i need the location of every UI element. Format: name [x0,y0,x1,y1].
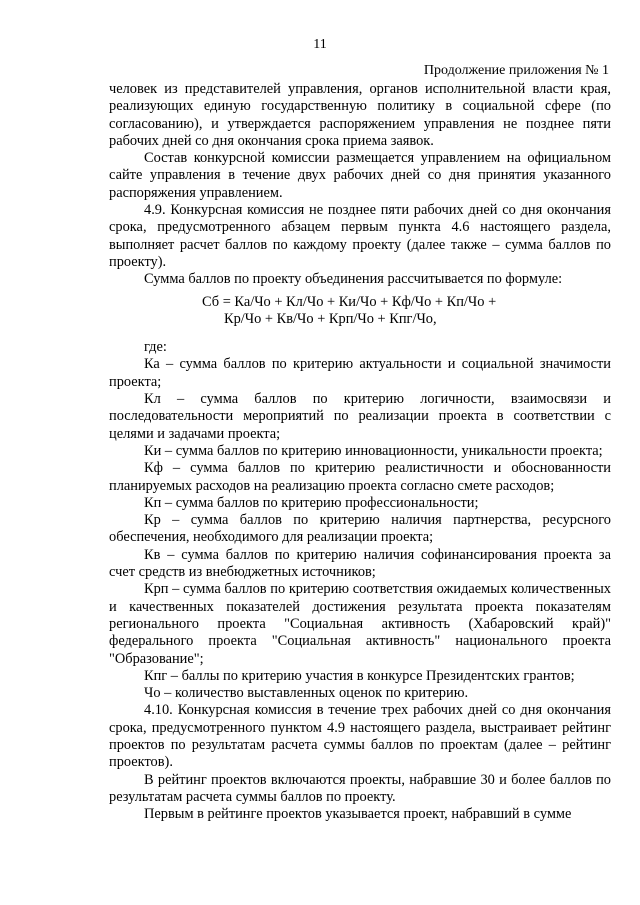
page-number: 11 [313,37,327,52]
definition: Кл – сумма баллов по критерию логичности, взаимосвязи и последовательности мероприятий по реализации проекта в соответствии с целями и задачами проекта; [109,391,611,442]
definition: Крп – сумма баллов по критерию соответствия ожидаемых количественных и качественных показателей достижения результата проекта показателям регионального проекта "Социальная активность (Хабаровский край)" федерального проекта "Социальная активность" национального проекта "Образование"; [109,581,611,667]
appendix-header: Продолжение приложения № 1 [423,63,609,78]
definition: Кв – сумма баллов по критерию наличия софинансирования проекта за счет средств из внебюджетных источников; [109,546,611,581]
document-body [109,81,611,823]
paragraph: человек из представителей управления, органов исполнительной власти края, реализующих единую государственную политику в социальной сфере (по согласованию), и утверждается распоряжением управления не позднее пяти рабочих дней со дня окончания срока приема заявок. [109,81,611,149]
definition: Ки – сумма баллов по критерию инновационности, уникальности проекта; [144,442,603,459]
definition: Ка – сумма баллов по критерию актуальности и социальной значимости проекта; [109,356,611,390]
paragraph: В рейтинг проектов включаются проекты, набравшие 30 и более баллов по результатам расчета суммы баллов по проекту. [109,771,611,805]
formula [109,294,611,329]
formula-line: Сб = Ка/Чо + Кл/Чо + Ки/Чо + Кф/Чо + Кп/Чо + [202,293,497,310]
paragraph: Сумма баллов по проекту объединения рассчитывается по формуле: [144,271,563,288]
paragraph: Состав конкурсной комиссии размещается управлением на официальном сайте управления в течение двух рабочих дней со дня принятия указанного распоряжения управлением. [109,150,611,201]
formula-line: Кр/Чо + Кв/Чо + Крп/Чо + Кпг/Чо, [224,310,437,327]
where-label: где: [144,339,167,356]
definition: Кф – сумма баллов по критерию реалистичности и обоснованности планируемых расходов на реализацию проекта согласно смете расходов; [109,460,611,494]
paragraph: 4.9. Конкурсная комиссия не позднее пяти рабочих дней со дня окончания срока, предусмотренного абзацем первым пункта 4.6 настоящего раздела, выполняет расчет баллов по каждому проекту (далее также – сумма баллов по проекту). [109,202,611,270]
definition: Чо – количество выставленных оценок по критерию. [144,685,469,702]
paragraph: Первым в рейтинге проектов указывается проект, набравший в сумме [144,806,572,823]
paragraph: 4.10. Конкурсная комиссия в течение трех рабочих дней со дня окончания срока, предусмотренного пунктом 4.9 настоящего раздела, выстраивает рейтинг проектов по результатам расчета суммы баллов по проектам (далее – рейтинг проектов). [109,702,611,771]
definition: Кр – сумма баллов по критерию наличия партнерства, ресурсного обеспечения, необходимого для реализации проекта; [109,512,611,546]
definition: Кпг – баллы по критерию участия в конкурсе Президентских грантов; [144,667,575,684]
definition: Кп – сумма баллов по критерию профессиональности; [144,494,479,511]
